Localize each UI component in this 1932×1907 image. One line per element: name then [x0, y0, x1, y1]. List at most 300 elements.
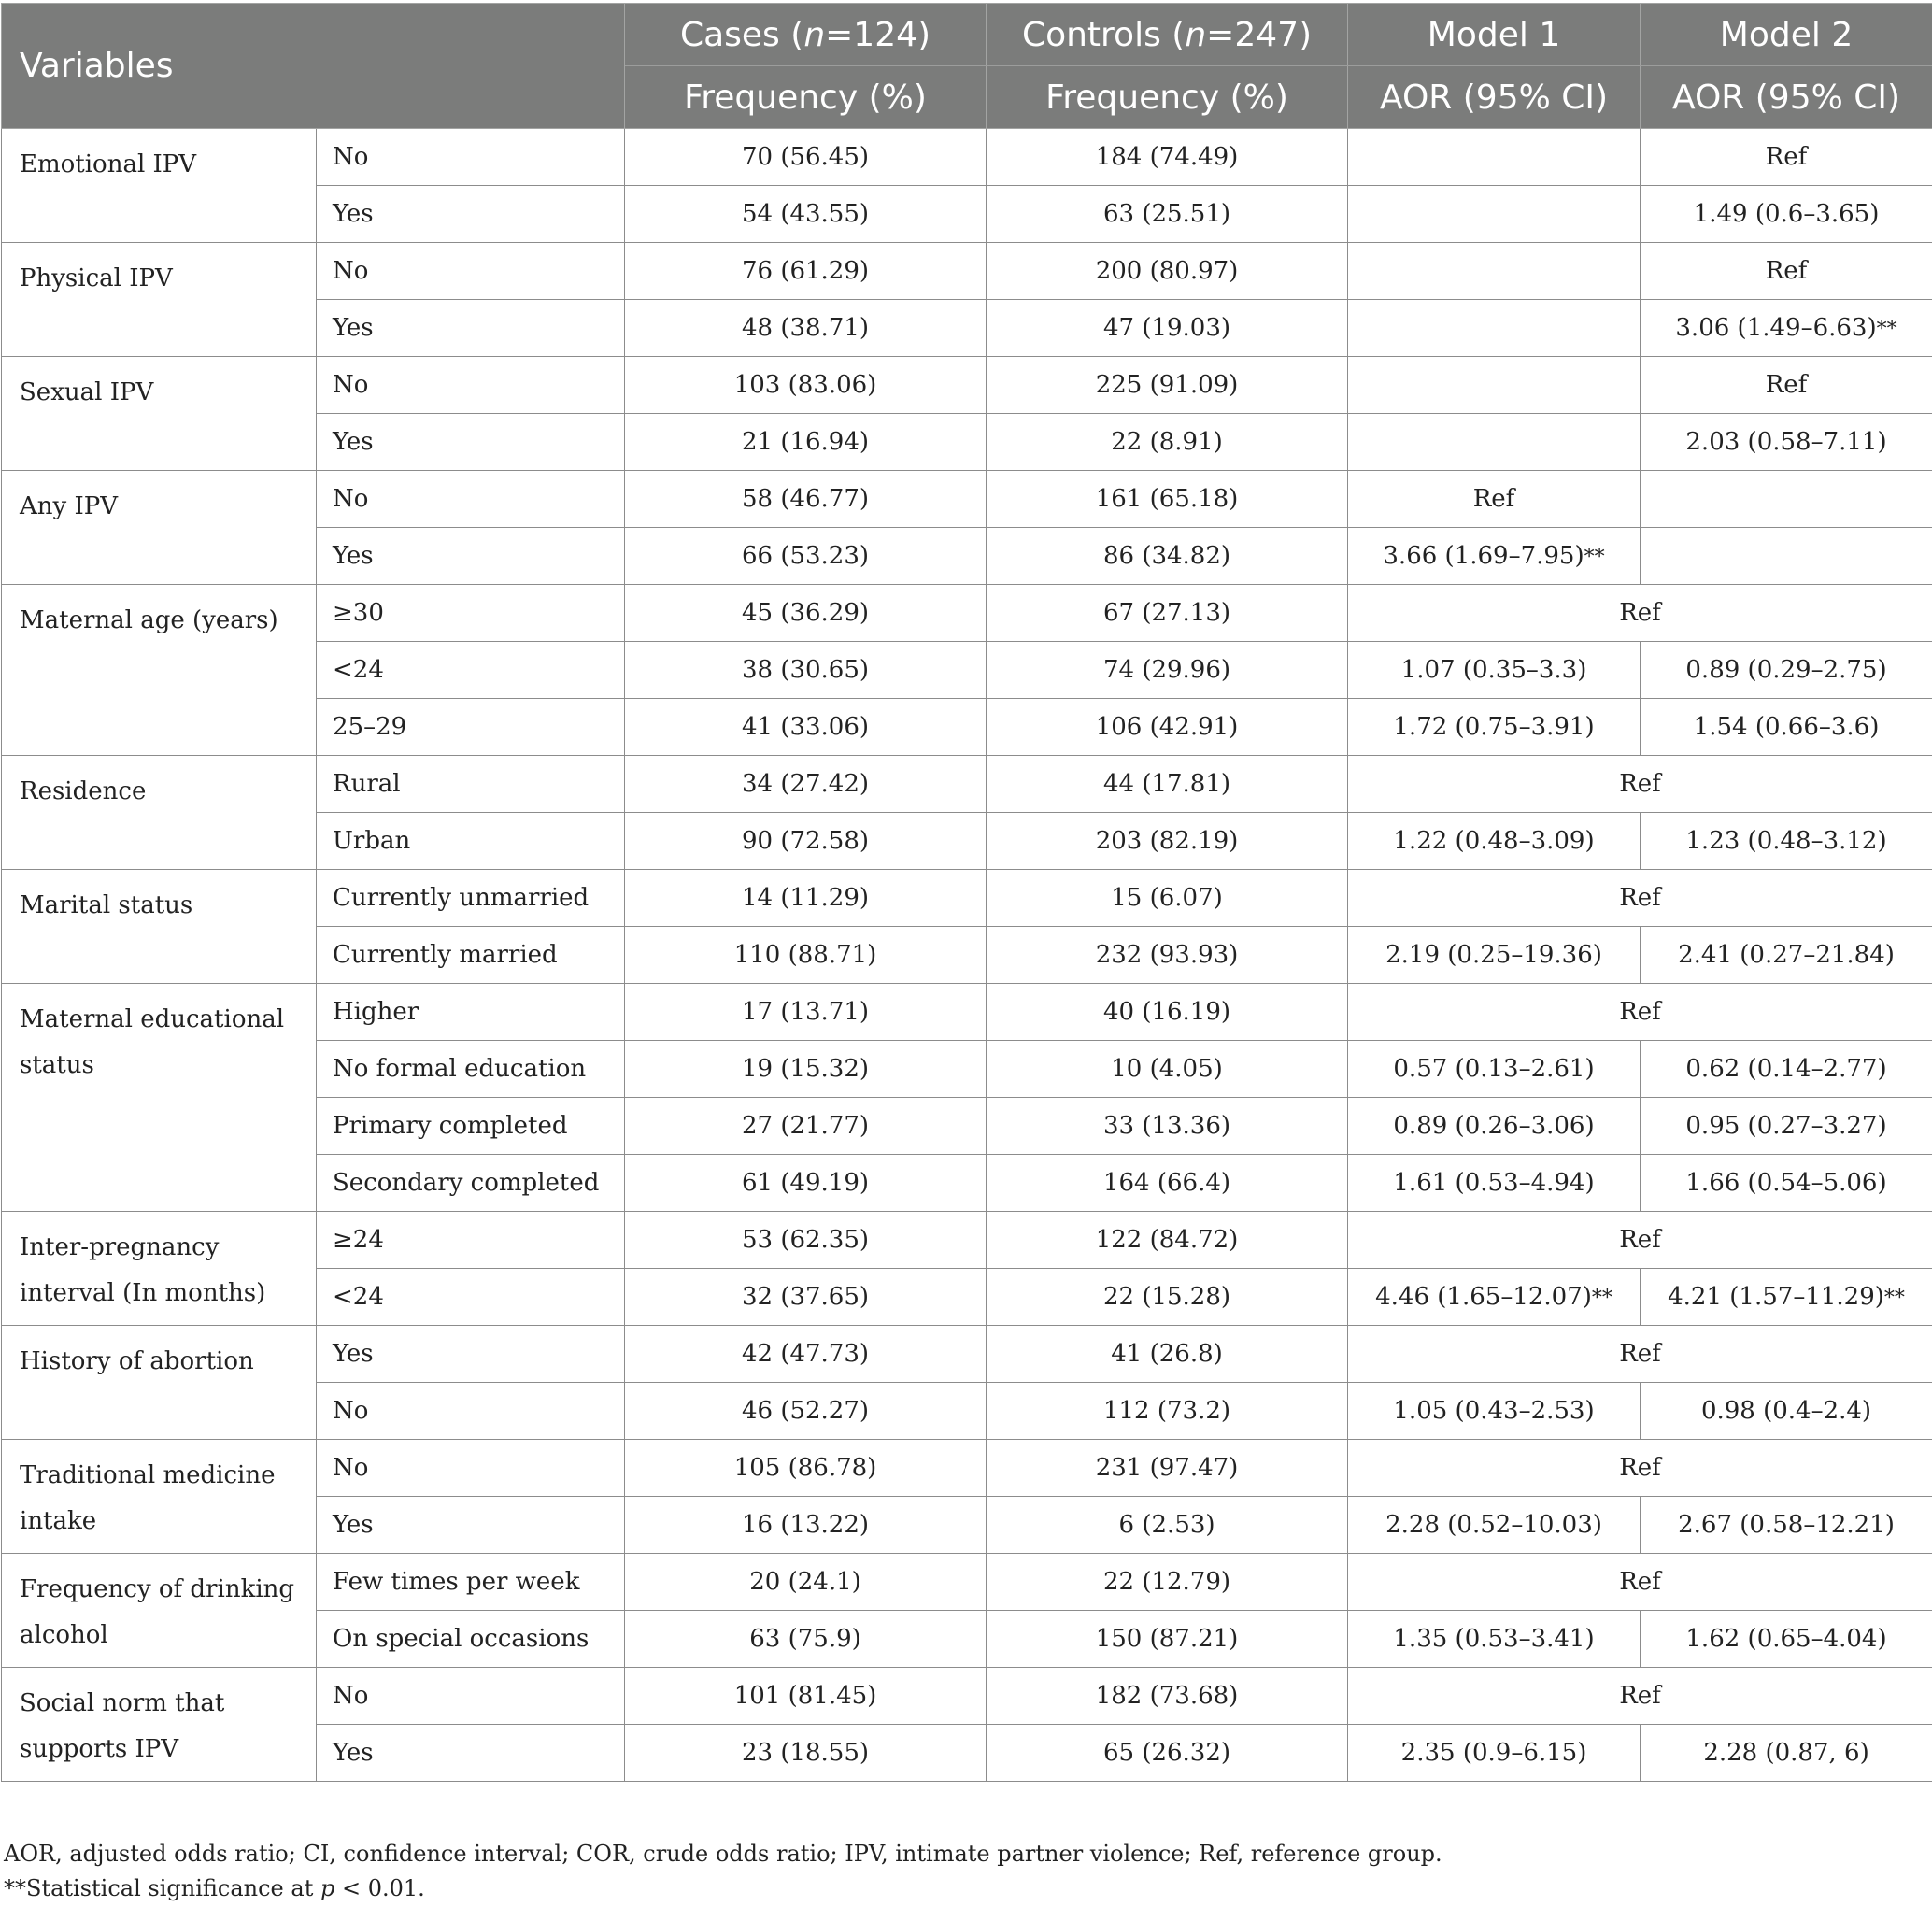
controls-cell — [987, 1155, 1348, 1212]
controls-cell-text: 22 (15.28) — [1102, 1283, 1231, 1311]
cases-cell — [625, 243, 987, 300]
significance-marker: ** — [1591, 1287, 1612, 1310]
model-ref-cell-text: Ref — [1619, 1568, 1661, 1596]
model2-cell-text: 2.41 (0.27–21.84) — [1678, 941, 1895, 969]
model1-cell — [1348, 813, 1641, 870]
controls-cell-text: 63 (25.51) — [1102, 200, 1231, 228]
cases-cell-text: 17 (13.71) — [741, 998, 870, 1026]
cases-cell-text: 61 (49.19) — [741, 1169, 870, 1197]
controls-cell — [987, 1269, 1348, 1326]
cases-cell — [625, 1098, 987, 1155]
controls-header-suffix: =247) — [1206, 15, 1313, 54]
level-cell — [317, 471, 625, 528]
table-row — [2, 1212, 1932, 1269]
level-cell — [317, 927, 625, 984]
variable-cell-text: Any IPV — [20, 492, 119, 520]
model2-cell — [1641, 243, 1932, 300]
model2-cell — [1641, 186, 1932, 243]
controls-cell-text: 40 (16.19) — [1102, 998, 1231, 1026]
model1-cell-text: 2.19 (0.25–19.36) — [1385, 941, 1602, 969]
significance-note-prefix: **Statistical significance at — [4, 1875, 320, 1901]
controls-cell — [987, 186, 1348, 243]
level-cell — [317, 1269, 625, 1326]
model2-cell — [1641, 699, 1932, 756]
model2-cell-text: 1.66 (0.54–5.06) — [1685, 1169, 1887, 1197]
significance-note-suffix: < 0.01. — [334, 1875, 425, 1901]
cases-cell — [625, 1440, 987, 1497]
variable-cell — [2, 243, 317, 357]
cases-cell-text: 48 (38.71) — [741, 314, 870, 342]
cases-cell — [625, 927, 987, 984]
controls-cell — [987, 1440, 1348, 1497]
level-cell-text: No formal education — [333, 1055, 587, 1083]
model2-cell — [1641, 1269, 1932, 1326]
controls-header-n: n — [1185, 15, 1207, 54]
model1-cell-text: 1.07 (0.35–3.3) — [1400, 656, 1587, 684]
cases-cell-text: 27 (21.77) — [741, 1112, 870, 1140]
cases-header-prefix: Cases ( — [679, 15, 804, 54]
model-ref-cell-text: Ref — [1619, 1340, 1661, 1368]
table-row — [2, 243, 1932, 300]
model2-cell — [1641, 300, 1932, 357]
level-cell-text: 25–29 — [333, 713, 407, 741]
controls-cell — [987, 1326, 1348, 1383]
model-ref-cell — [1348, 870, 1932, 927]
model1-cell-text: 1.05 (0.43–2.53) — [1393, 1397, 1595, 1425]
controls-cell — [987, 1497, 1348, 1554]
model1-cell — [1348, 243, 1641, 300]
level-cell — [317, 870, 625, 927]
table-row — [2, 1668, 1932, 1725]
variable-cell-text: Maternal age (years) — [20, 606, 278, 634]
cases-cell — [625, 585, 987, 642]
cases-cell-text: 14 (11.29) — [741, 884, 870, 912]
level-cell — [317, 1326, 625, 1383]
controls-cell — [987, 300, 1348, 357]
model1-cell — [1348, 699, 1641, 756]
cases-header — [625, 4, 987, 66]
model2-cell — [1641, 1497, 1932, 1554]
level-cell — [317, 1554, 625, 1611]
model-ref-cell-text: Ref — [1619, 1682, 1661, 1710]
model1-cell-text: 3.66 (1.69–7.95) — [1383, 542, 1584, 570]
cases-cell-text: 105 (86.78) — [733, 1454, 877, 1482]
level-cell-text: No — [333, 1454, 369, 1482]
controls-cell — [987, 1554, 1348, 1611]
level-cell-text: Yes — [333, 1739, 374, 1767]
cases-cell — [625, 984, 987, 1041]
controls-cell — [987, 528, 1348, 585]
table-row — [2, 1554, 1932, 1611]
model2-cell — [1641, 642, 1932, 699]
cases-cell — [625, 1497, 987, 1554]
level-cell — [317, 357, 625, 414]
level-cell — [317, 1383, 625, 1440]
variable-cell — [2, 1326, 317, 1440]
level-cell — [317, 1725, 625, 1782]
model-ref-cell — [1348, 1440, 1932, 1497]
level-cell-text: No — [333, 371, 369, 399]
model1-cell-text: 1.72 (0.75–3.91) — [1393, 713, 1595, 741]
table-row — [2, 756, 1932, 813]
model1-cell — [1348, 1041, 1641, 1098]
variable-cell — [2, 1440, 317, 1554]
model1-header: Model 1 — [1348, 4, 1641, 66]
controls-cell-text: 231 (97.47) — [1095, 1454, 1239, 1482]
cases-cell-text: 19 (15.32) — [741, 1055, 870, 1083]
variable-cell — [2, 870, 317, 984]
model2-cell — [1641, 1383, 1932, 1440]
level-cell-text: No — [333, 485, 369, 513]
model1-cell — [1348, 1098, 1641, 1155]
model1-cell — [1348, 927, 1641, 984]
model1-cell — [1348, 1155, 1641, 1212]
controls-cell-text: 33 (13.36) — [1102, 1112, 1231, 1140]
controls-cell — [987, 1668, 1348, 1725]
model-ref-cell-text: Ref — [1619, 998, 1661, 1026]
level-cell-text: Yes — [333, 1340, 374, 1368]
cases-cell-text: 42 (47.73) — [741, 1340, 870, 1368]
variable-cell — [2, 471, 317, 585]
controls-cell-text: 65 (26.32) — [1102, 1739, 1231, 1767]
controls-cell-text: 86 (34.82) — [1102, 542, 1231, 570]
controls-cell-text: 122 (84.72) — [1095, 1226, 1239, 1254]
table-footnotes — [4, 1837, 1910, 1906]
variable-cell-text: Physical IPV — [20, 264, 173, 292]
variable-cell-text: Sexual IPV — [20, 378, 154, 406]
variable-cell — [2, 357, 317, 471]
level-cell — [317, 1098, 625, 1155]
cases-cell — [625, 699, 987, 756]
table-body — [2, 129, 1932, 1782]
model2-cell-text: 3.06 (1.49–6.63) — [1675, 314, 1877, 342]
level-cell-text: Higher — [333, 998, 419, 1026]
controls-cell-text: 225 (91.09) — [1095, 371, 1239, 399]
cases-cell-text: 38 (30.65) — [741, 656, 870, 684]
variable-cell-text: Frequency of drinking alcohol — [20, 1575, 295, 1649]
controls-cell-text: 22 (12.79) — [1102, 1568, 1231, 1596]
level-cell — [317, 528, 625, 585]
cases-cell-text: 53 (62.35) — [741, 1226, 870, 1254]
cases-cell-text: 45 (36.29) — [741, 599, 870, 627]
controls-cell-text: 164 (66.4) — [1102, 1169, 1231, 1197]
table-row — [2, 984, 1932, 1041]
variable-cell — [2, 1212, 317, 1326]
cases-cell-text: 46 (52.27) — [741, 1397, 870, 1425]
model2-cell — [1641, 471, 1932, 528]
model1-cell-text: 0.57 (0.13–2.61) — [1393, 1055, 1595, 1083]
model2-cell — [1641, 1098, 1932, 1155]
level-cell-text: ≥30 — [333, 599, 384, 627]
model1-cell — [1348, 186, 1641, 243]
model1-aor-header: AOR (95% CI) — [1348, 66, 1641, 129]
controls-cell — [987, 585, 1348, 642]
model2-cell — [1641, 1155, 1932, 1212]
controls-cell — [987, 1212, 1348, 1269]
level-cell — [317, 1668, 625, 1725]
model-ref-cell-text: Ref — [1619, 599, 1661, 627]
level-cell-text: No — [333, 257, 369, 285]
model-ref-cell — [1348, 1212, 1932, 1269]
controls-cell — [987, 471, 1348, 528]
cases-cell-text: 23 (18.55) — [741, 1739, 870, 1767]
variable-cell-text: Inter-pregnancy interval (In months) — [20, 1233, 266, 1307]
controls-header-prefix: Controls ( — [1021, 15, 1186, 54]
model1-cell-text: 1.22 (0.48–3.09) — [1393, 827, 1595, 855]
model2-cell-text: 0.98 (0.4–2.4) — [1700, 1397, 1872, 1425]
model1-cell — [1348, 471, 1641, 528]
level-cell-text: Urban — [333, 827, 411, 855]
model1-cell-text: Ref — [1472, 485, 1515, 513]
variable-cell — [2, 756, 317, 870]
level-cell — [317, 129, 625, 186]
model1-cell — [1348, 357, 1641, 414]
level-cell-text: <24 — [333, 1283, 384, 1311]
controls-header — [987, 4, 1348, 66]
model1-cell — [1348, 1611, 1641, 1668]
cases-cell — [625, 813, 987, 870]
controls-cell — [987, 243, 1348, 300]
controls-cell — [987, 756, 1348, 813]
cases-cell — [625, 1611, 987, 1668]
cases-cell — [625, 300, 987, 357]
cases-cell-text: 41 (33.06) — [741, 713, 870, 741]
model2-cell-text: 1.23 (0.48–3.12) — [1685, 827, 1887, 855]
model-ref-cell — [1348, 1326, 1932, 1383]
cases-cell-text: 63 (75.9) — [749, 1625, 861, 1653]
level-cell-text: Yes — [333, 200, 374, 228]
level-cell-text: Secondary completed — [333, 1169, 600, 1197]
controls-cell-text: 161 (65.18) — [1095, 485, 1239, 513]
table-row — [2, 870, 1932, 927]
model2-cell-text: Ref — [1765, 143, 1808, 171]
level-cell-text: Currently unmarried — [333, 884, 590, 912]
model-ref-cell — [1348, 1668, 1932, 1725]
controls-cell-text: 6 (2.53) — [1118, 1511, 1215, 1539]
controls-cell — [987, 357, 1348, 414]
variable-cell — [2, 129, 317, 243]
variable-cell — [2, 585, 317, 756]
cases-cell — [625, 1383, 987, 1440]
cases-cell-text: 66 (53.23) — [741, 542, 870, 570]
model1-cell — [1348, 129, 1641, 186]
table-row — [2, 471, 1932, 528]
controls-cell — [987, 414, 1348, 471]
cases-cell-text: 103 (83.06) — [733, 371, 877, 399]
model1-cell — [1348, 528, 1641, 585]
model1-cell-text: 0.89 (0.26–3.06) — [1393, 1112, 1595, 1140]
model-ref-cell — [1348, 585, 1932, 642]
model2-cell — [1641, 1041, 1932, 1098]
abbreviations-note: AOR, adjusted odds ratio; CI, confidence interval; COR, crude odds ratio; IPV, intimate partner violence; Ref, reference group. — [4, 1841, 1442, 1867]
model1-cell — [1348, 1497, 1641, 1554]
variables-header: Variables — [2, 4, 625, 129]
level-cell — [317, 1041, 625, 1098]
model1-cell — [1348, 642, 1641, 699]
cases-cell — [625, 1155, 987, 1212]
model1-cell-text: 1.61 (0.53–4.94) — [1393, 1169, 1595, 1197]
cases-cell — [625, 1269, 987, 1326]
cases-cell-text: 34 (27.42) — [741, 770, 870, 798]
level-cell-text: Rural — [333, 770, 401, 798]
cases-cell — [625, 528, 987, 585]
level-cell-text: Primary completed — [333, 1112, 568, 1140]
table-header — [2, 4, 1932, 129]
controls-cell — [987, 1725, 1348, 1782]
level-cell — [317, 1497, 625, 1554]
controls-cell-text: 150 (87.21) — [1095, 1625, 1239, 1653]
controls-cell-text: 15 (6.07) — [1111, 884, 1223, 912]
cases-cell — [625, 1725, 987, 1782]
model2-cell — [1641, 1725, 1932, 1782]
results-table — [1, 3, 1932, 1782]
level-cell — [317, 642, 625, 699]
controls-cell-text: 22 (8.91) — [1111, 428, 1223, 456]
table-row — [2, 129, 1932, 186]
model2-aor-header: AOR (95% CI) — [1641, 66, 1932, 129]
model2-cell — [1641, 1611, 1932, 1668]
table-row — [2, 1440, 1932, 1497]
level-cell — [317, 1212, 625, 1269]
controls-cell — [987, 699, 1348, 756]
model2-cell — [1641, 528, 1932, 585]
variable-cell-text: History of abortion — [20, 1347, 254, 1375]
significance-marker: ** — [1876, 318, 1897, 341]
model1-cell-text: 2.35 (0.9–6.15) — [1400, 1739, 1587, 1767]
level-cell-text: Yes — [333, 542, 374, 570]
controls-cell — [987, 1041, 1348, 1098]
cases-cell — [625, 1326, 987, 1383]
controls-cell — [987, 927, 1348, 984]
model-ref-cell — [1348, 1554, 1932, 1611]
cases-cell-text: 54 (43.55) — [741, 200, 870, 228]
model2-cell — [1641, 129, 1932, 186]
model-ref-cell-text: Ref — [1619, 1226, 1661, 1254]
model-ref-cell-text: Ref — [1619, 1454, 1661, 1482]
model2-cell — [1641, 357, 1932, 414]
level-cell — [317, 1155, 625, 1212]
model2-cell-text: 1.49 (0.6–3.65) — [1693, 200, 1880, 228]
model2-cell-text: 2.03 (0.58–7.11) — [1685, 428, 1887, 456]
variable-cell-text: Traditional medicine intake — [20, 1461, 276, 1535]
model1-cell-text: 1.35 (0.53–3.41) — [1393, 1625, 1595, 1653]
level-cell-text: No — [333, 143, 369, 171]
table-row — [2, 1326, 1932, 1383]
controls-cell-text: 182 (73.68) — [1095, 1682, 1239, 1710]
cases-cell-text: 101 (81.45) — [733, 1682, 877, 1710]
cases-cell-text: 58 (46.77) — [741, 485, 870, 513]
level-cell-text: No — [333, 1682, 369, 1710]
cases-cell — [625, 870, 987, 927]
model2-cell — [1641, 414, 1932, 471]
controls-cell-text: 112 (73.2) — [1102, 1397, 1231, 1425]
cases-cell-text: 90 (72.58) — [741, 827, 870, 855]
cases-cell-text: 70 (56.45) — [741, 143, 870, 171]
level-cell-text: Yes — [333, 314, 374, 342]
level-cell — [317, 813, 625, 870]
cases-cell — [625, 471, 987, 528]
model2-cell-text: Ref — [1765, 257, 1808, 285]
cases-cell — [625, 414, 987, 471]
cases-cell — [625, 1041, 987, 1098]
model2-cell-text: Ref — [1765, 371, 1808, 399]
level-cell-text: Currently married — [333, 941, 558, 969]
controls-cell-text: 47 (19.03) — [1102, 314, 1231, 342]
model2-cell-text: 1.62 (0.65–4.04) — [1685, 1625, 1887, 1653]
cases-cell-text: 20 (24.1) — [749, 1568, 861, 1596]
cases-cell-text: 110 (88.71) — [733, 941, 877, 969]
cases-cell — [625, 1554, 987, 1611]
controls-cell — [987, 1383, 1348, 1440]
cases-cell — [625, 186, 987, 243]
model2-cell-text: 4.21 (1.57–11.29) — [1668, 1283, 1884, 1311]
model2-cell-text: 0.89 (0.29–2.75) — [1685, 656, 1887, 684]
cases-cell — [625, 642, 987, 699]
level-cell — [317, 585, 625, 642]
cases-cell-text: 16 (13.22) — [741, 1511, 870, 1539]
cases-header-suffix: =124) — [825, 15, 931, 54]
model1-cell — [1348, 414, 1641, 471]
model1-cell — [1348, 1725, 1641, 1782]
controls-cell — [987, 870, 1348, 927]
controls-cell-text: 184 (74.49) — [1095, 143, 1239, 171]
model2-cell-text: 2.28 (0.87, 6) — [1703, 1739, 1869, 1767]
model1-cell — [1348, 1383, 1641, 1440]
level-cell-text: ≥24 — [333, 1226, 384, 1254]
level-cell — [317, 186, 625, 243]
controls-cell — [987, 642, 1348, 699]
cases-cell-text: 76 (61.29) — [741, 257, 870, 285]
level-cell — [317, 1611, 625, 1668]
level-cell — [317, 984, 625, 1041]
model1-cell — [1348, 300, 1641, 357]
level-cell — [317, 756, 625, 813]
controls-cell — [987, 984, 1348, 1041]
level-cell-text: Few times per week — [333, 1568, 580, 1596]
controls-cell-text: 44 (17.81) — [1102, 770, 1231, 798]
model2-cell — [1641, 927, 1932, 984]
controls-cell-text: 232 (93.93) — [1095, 941, 1239, 969]
model2-header: Model 2 — [1641, 4, 1932, 66]
model1-cell-text: 2.28 (0.52–10.03) — [1385, 1511, 1602, 1539]
significance-note — [4, 1871, 1910, 1906]
header-row-1 — [2, 4, 1932, 66]
level-cell-text: <24 — [333, 656, 384, 684]
variable-cell-text: Social norm that supports IPV — [20, 1689, 225, 1763]
variable-cell — [2, 1554, 317, 1668]
cases-header-n: n — [803, 15, 826, 54]
level-cell — [317, 414, 625, 471]
table-row — [2, 357, 1932, 414]
level-cell — [317, 699, 625, 756]
controls-cell-text: 67 (27.13) — [1102, 599, 1231, 627]
level-cell — [317, 300, 625, 357]
variable-cell-text: Residence — [20, 777, 147, 805]
variable-cell — [2, 1668, 317, 1782]
cases-cell — [625, 1668, 987, 1725]
variable-cell-text: Emotional IPV — [20, 150, 197, 178]
model1-cell-text: 4.46 (1.65–12.07) — [1375, 1283, 1592, 1311]
level-cell-text: On special occasions — [333, 1625, 590, 1653]
model2-cell-text: 2.67 (0.58–12.21) — [1678, 1511, 1895, 1539]
level-cell-text: No — [333, 1397, 369, 1425]
controls-cell-text: 203 (82.19) — [1095, 827, 1239, 855]
model-ref-cell-text: Ref — [1619, 884, 1661, 912]
level-cell — [317, 1440, 625, 1497]
controls-cell-text: 10 (4.05) — [1111, 1055, 1223, 1083]
variable-cell — [2, 984, 317, 1212]
controls-cell — [987, 1611, 1348, 1668]
